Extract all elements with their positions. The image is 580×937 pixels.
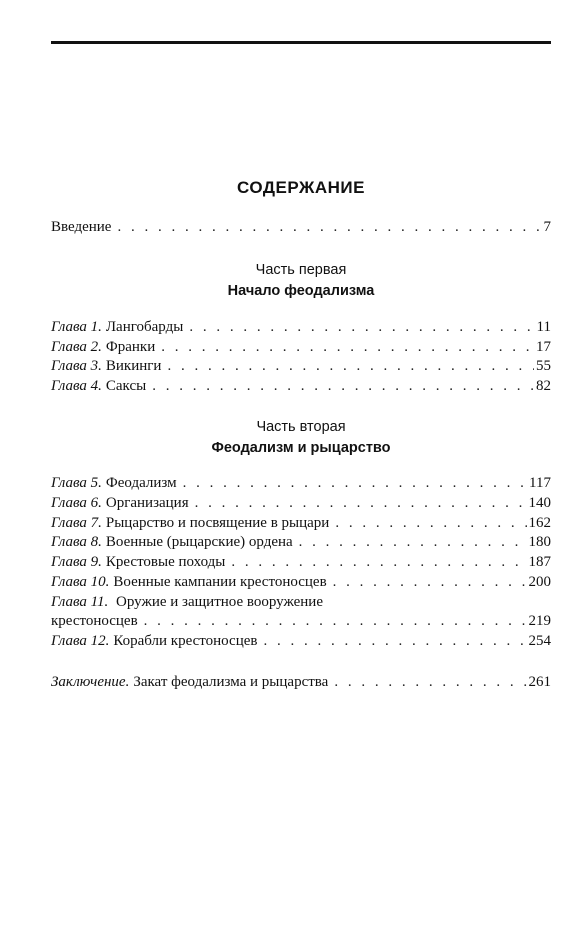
part-label: Часть вторая xyxy=(256,419,346,435)
chapter-page: 55 xyxy=(536,358,551,374)
toc-entry-chapter-4[interactable] xyxy=(51,376,551,396)
toc-entry-conclusion[interactable] xyxy=(51,672,551,692)
dot-leader xyxy=(144,611,527,631)
toc-entry-chapter-7[interactable] xyxy=(51,513,551,533)
page-title: СОДЕРЖАНИЕ xyxy=(237,178,365,197)
chapter-page: 219 xyxy=(528,613,551,629)
chapter-title: Оружие и защитное вооружение xyxy=(116,594,323,610)
toc-entry-chapter-2[interactable] xyxy=(51,337,551,357)
chapter-title: Рыцарство и посвящение в рыцари xyxy=(105,515,330,531)
top-rule xyxy=(51,41,551,44)
part-heading-2 xyxy=(51,417,551,459)
chapter-page: 17 xyxy=(536,339,551,355)
chapter-title: Организация xyxy=(105,495,189,511)
chapter-title: Военные (рыцарские) ордена xyxy=(105,534,293,550)
chapter-title: Франки xyxy=(105,339,156,355)
dot-leader xyxy=(299,532,527,552)
chapter-label: Глава 5. xyxy=(51,475,102,491)
part-label: Часть первая xyxy=(255,262,347,278)
chapter-title: Викинги xyxy=(105,358,162,374)
dot-leader xyxy=(195,493,527,513)
toc-entry-chapter-6[interactable] xyxy=(51,493,551,513)
toc-entry-page: 7 xyxy=(543,219,551,235)
chapter-title-continuation: крестоносцев xyxy=(51,613,138,629)
toc-entry-chapter-5[interactable] xyxy=(51,473,551,493)
chapter-title: Корабли крестоносцев xyxy=(113,633,258,649)
chapter-page: 200 xyxy=(528,574,551,590)
toc-entry-chapter-9[interactable] xyxy=(51,552,551,572)
toc-entry-intro[interactable] xyxy=(51,217,551,237)
chapter-label: Глава 12. xyxy=(51,633,110,649)
part-title: Феодализм и рыцарство xyxy=(211,440,391,456)
toc-entry-chapter-1[interactable] xyxy=(51,317,551,337)
toc-entry-chapter-11-continuation[interactable] xyxy=(51,611,551,631)
chapter-label: Глава 3. xyxy=(51,358,102,374)
chapter-label: Глава 7. xyxy=(51,515,102,531)
toc-entry-chapter-8[interactable] xyxy=(51,532,551,552)
chapter-label: Глава 4. xyxy=(51,378,102,394)
chapter-label: Глава 9. xyxy=(51,554,102,570)
chapter-label: Глава 2. xyxy=(51,339,102,355)
chapter-title: Лангобарды xyxy=(105,319,184,335)
chapter-title: Крестовые походы xyxy=(105,554,226,570)
dot-leader xyxy=(167,356,534,376)
chapter-title: Феодализм xyxy=(105,475,177,491)
toc-entry-chapter-11[interactable] xyxy=(51,592,551,612)
chapter-label: Глава 10. xyxy=(51,574,110,590)
dot-leader xyxy=(231,552,526,572)
toc-entry-chapter-3[interactable] xyxy=(51,356,551,376)
dot-leader xyxy=(183,473,527,493)
chapter-page: 117 xyxy=(529,475,551,491)
dot-leader xyxy=(334,672,526,692)
chapter-page: 82 xyxy=(536,378,551,394)
chapter-page: 180 xyxy=(528,534,551,550)
dot-leader xyxy=(335,513,526,533)
chapter-page: 187 xyxy=(528,554,551,570)
part-heading-1 xyxy=(51,260,551,302)
dot-leader xyxy=(333,572,527,592)
dot-leader xyxy=(152,376,534,396)
toc-entry-chapter-10[interactable] xyxy=(51,572,551,592)
dot-leader xyxy=(189,317,534,337)
chapter-title: Военные кампании крестоносцев xyxy=(113,574,327,590)
chapter-title: Саксы xyxy=(105,378,147,394)
toc-entry-title: Введение xyxy=(51,219,112,235)
conclusion-label: Заключение. xyxy=(51,674,130,690)
chapter-page: 11 xyxy=(536,319,551,335)
chapter-page: 254 xyxy=(528,633,551,649)
chapter-label: Глава 11. xyxy=(51,594,109,610)
chapter-page: 140 xyxy=(528,495,551,511)
dot-leader xyxy=(117,217,541,237)
dot-leader xyxy=(161,337,534,357)
dot-leader xyxy=(263,631,526,651)
conclusion-title: Закат феодализма и рыцарства xyxy=(133,674,329,690)
chapter-label: Глава 8. xyxy=(51,534,102,550)
toc-entry-chapter-12[interactable] xyxy=(51,631,551,651)
chapter-page: 162 xyxy=(528,515,551,531)
chapter-label: Глава 6. xyxy=(51,495,102,511)
conclusion-page: 261 xyxy=(528,674,551,690)
chapter-label: Глава 1. xyxy=(51,319,102,335)
part-title: Начало феодализма xyxy=(227,283,375,299)
